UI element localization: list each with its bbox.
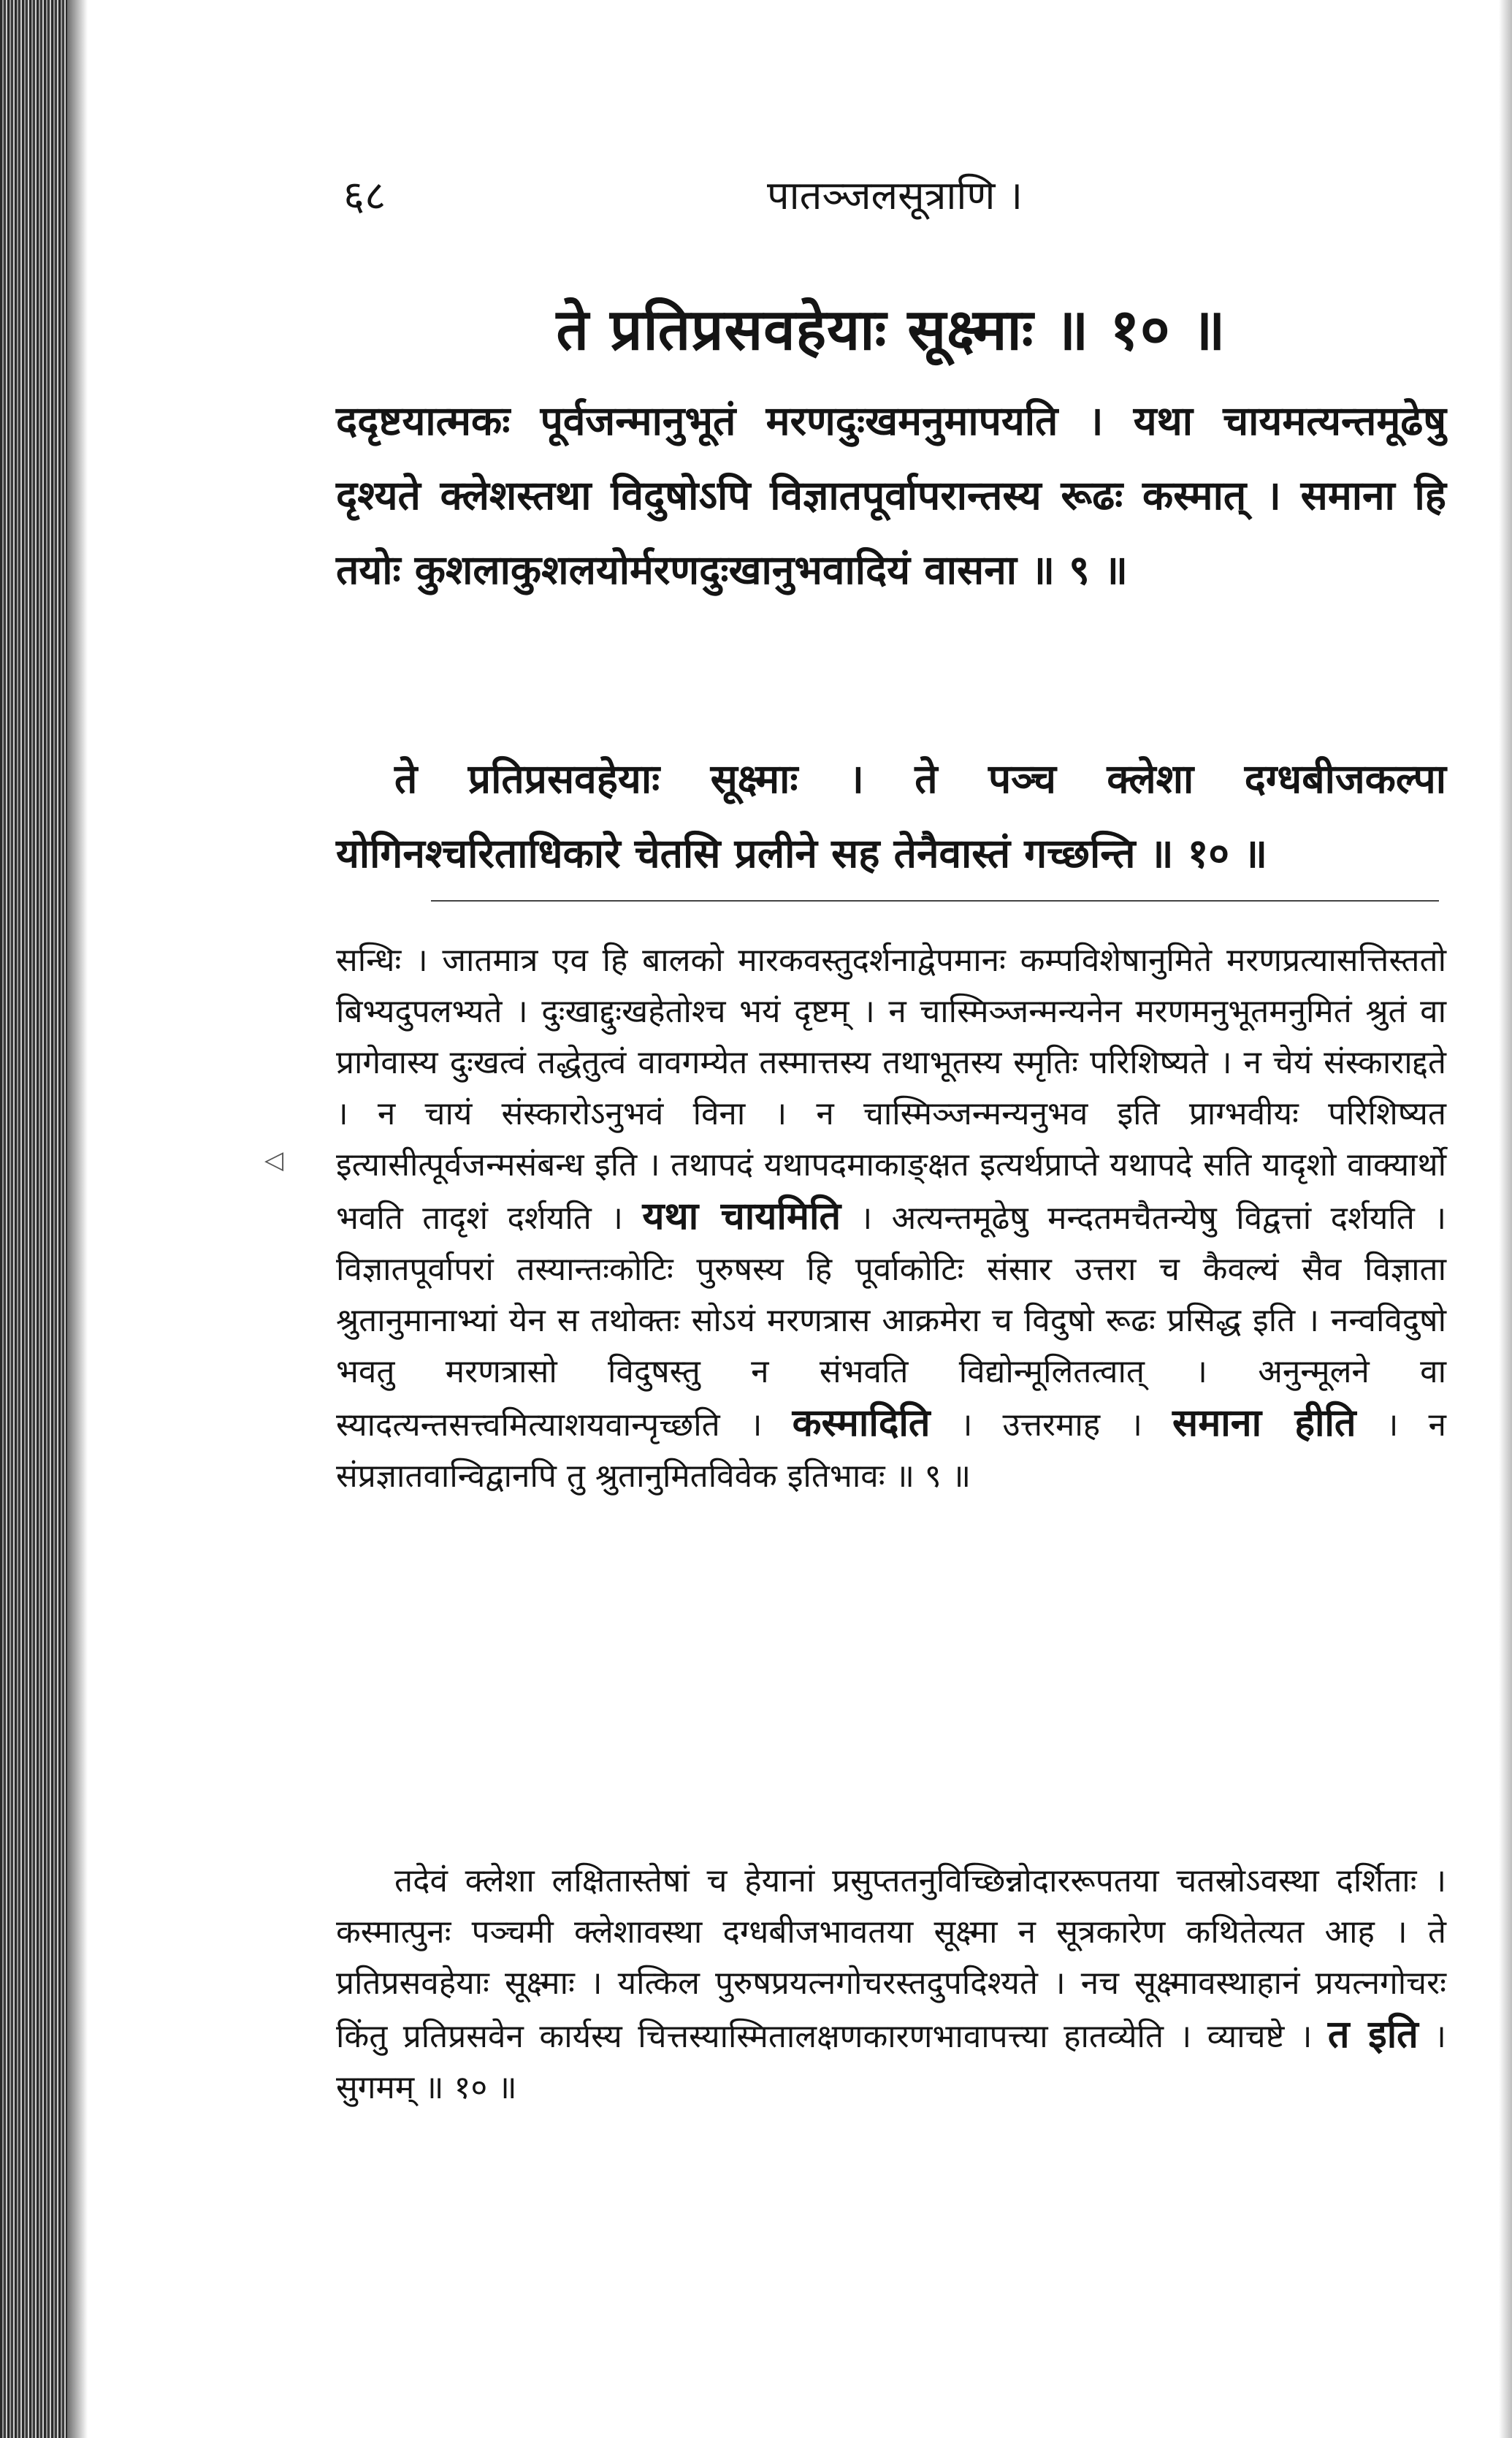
commentary-paragraph-1: [336, 935, 1446, 1502]
commentary-lemma: कस्मादिति: [792, 1401, 931, 1445]
page-number: ६८: [343, 172, 386, 220]
commentary-lemma: यथा चायमिति: [642, 1194, 841, 1238]
page-edge: [1499, 0, 1512, 2438]
commentary-lemma: समाना हीति: [1172, 1401, 1356, 1445]
commentary-lemma: त इति: [1327, 2012, 1419, 2057]
binding-shadow: [67, 0, 88, 2438]
commentary-text: । उत्तरमाह ।: [960, 1406, 1142, 1444]
commentary-text: । सुगमम् ॥ १० ॥: [336, 2018, 1446, 2106]
page-header: [343, 167, 1439, 232]
bhashya-paragraph-2: ते प्रतिप्रसवहेयाः सूक्ष्माः । ते पञ्च क्लेशा दग्धबीजकल्पा योगिनश्चरिताधिकारे चेतसि प्रलीने सह तेनैवास्तं गच्छन्ति ॥ १० ॥: [336, 755, 1446, 877]
commentary-text: सन्धिः । जातमात्र एव हि बालको मारकवस्तुदर्शनाद्वेपमानः कम्पविशेषानुमिते मरणप्रत्यासत्तिस्ततो बिभ्यदुपलभ्यते । दुःखाद्दुःखहेतोश्च भयं दृष्टम् । न चास्मिञ्जन्मन्यनेन मरणमनुभूतमनुमितं श्रुतं वा प्रागेवास्य दुःखत्वं तद्धेतुत्वं वावगम्येत तस्मात्तस्य तथाभूतस्य स्मृतिः परिशिष्यते । न चेयं संस्काराद्दते । न चायं संस्कारोऽनुभवं विना । न चास्मिञ्जन्मन्यनुभव इति प्राग्भवीयः परिशिष्यत इत्यासीत्पूर्वजन्मसंबन्ध इति । तथापदं यथापदमाकाङ्क्षत इत्यर्थप्राप्ते यथापदे सति यादृशो वाक्यार्थो भवति तादृशं दर्शयति ।: [336, 942, 1446, 1237]
commentary-text: । न संप्रज्ञातवान्विद्वानपि तु श्रुतानुमितविवेक इतिभावः ॥ ९ ॥: [336, 1406, 1446, 1495]
commentary-text: । अत्यन्तमूढेषु मन्दतमचैतन्येषु विद्वत्तां दर्शयति । विज्ञातपूर्वापरां तस्यान्तःकोटिः पुरुषस्य हि पूर्वाकोटिः संसार उत्तरा च कैवल्यं सैव विज्ञाता श्रुतानुमानाभ्यां येन स तथोक्तः सोऽयं मरणत्रास आक्रमेरा च विदुषो रूढः प्रसिद्ध इति । नन्वविदुषो भवतु मरणत्रासो विदुषस्तु न संभवति विद्योन्मूलितत्वात् । अनुन्मूलने वा स्यादत्यन्तसत्त्वमित्याशयवान्पृच्छति ।: [336, 1200, 1446, 1444]
commentary-paragraph-2: [336, 1856, 1446, 2114]
margin-mark: ◁: [264, 1146, 284, 1175]
book-binding-edge: [0, 0, 67, 2438]
commentary-text: तदेवं क्लेशा लक्षितास्तेषां च हेयानां प्रसुप्ततनुविच्छिन्नोदाररूपतया चतस्रोऽवस्था दर्शिताः । कस्मात्पुनः पञ्चमी क्लेशावस्था दग्धबीजभावतया सूक्ष्मा न सूत्रकारेण कथितेत्यत आह । ते प्रतिप्रसवहेयाः सूक्ष्माः । यत्किल पुरुषप्रयत्नगोचरस्तदुपदिश्यते । नच सूक्ष्मावस्थाहानं प्रयत्नगोचरः किंतु प्रतिप्रसवेन कार्यस्य चित्तस्यास्मितालक्षणकारणभावापत्त्या हातव्येति । व्याचष्टे ।: [336, 1862, 1446, 2055]
bhashya-paragraph-1: ददृष्टयात्मकः पूर्वजन्मानुभूतं मरणदुःखमनुमापयति । यथा चायमत्यन्तमूढेषु दृश्यते क्लेशस्तथा विदुषोऽपि विज्ञातपूर्वापरान्तस्य रूढः कस्मात् । समाना हि तयोः कुशलाकुशलयोर्मरणदुःखानुभवादियं वासना ॥ ९ ॥: [336, 397, 1446, 593]
sutra-heading: ते प्रतिप्रसवहेयाः सूक्ष्माः ॥ १० ॥: [556, 297, 1226, 363]
running-title: पातञ्जलसूत्राणि ।: [767, 172, 1023, 218]
section-divider: [431, 900, 1439, 902]
